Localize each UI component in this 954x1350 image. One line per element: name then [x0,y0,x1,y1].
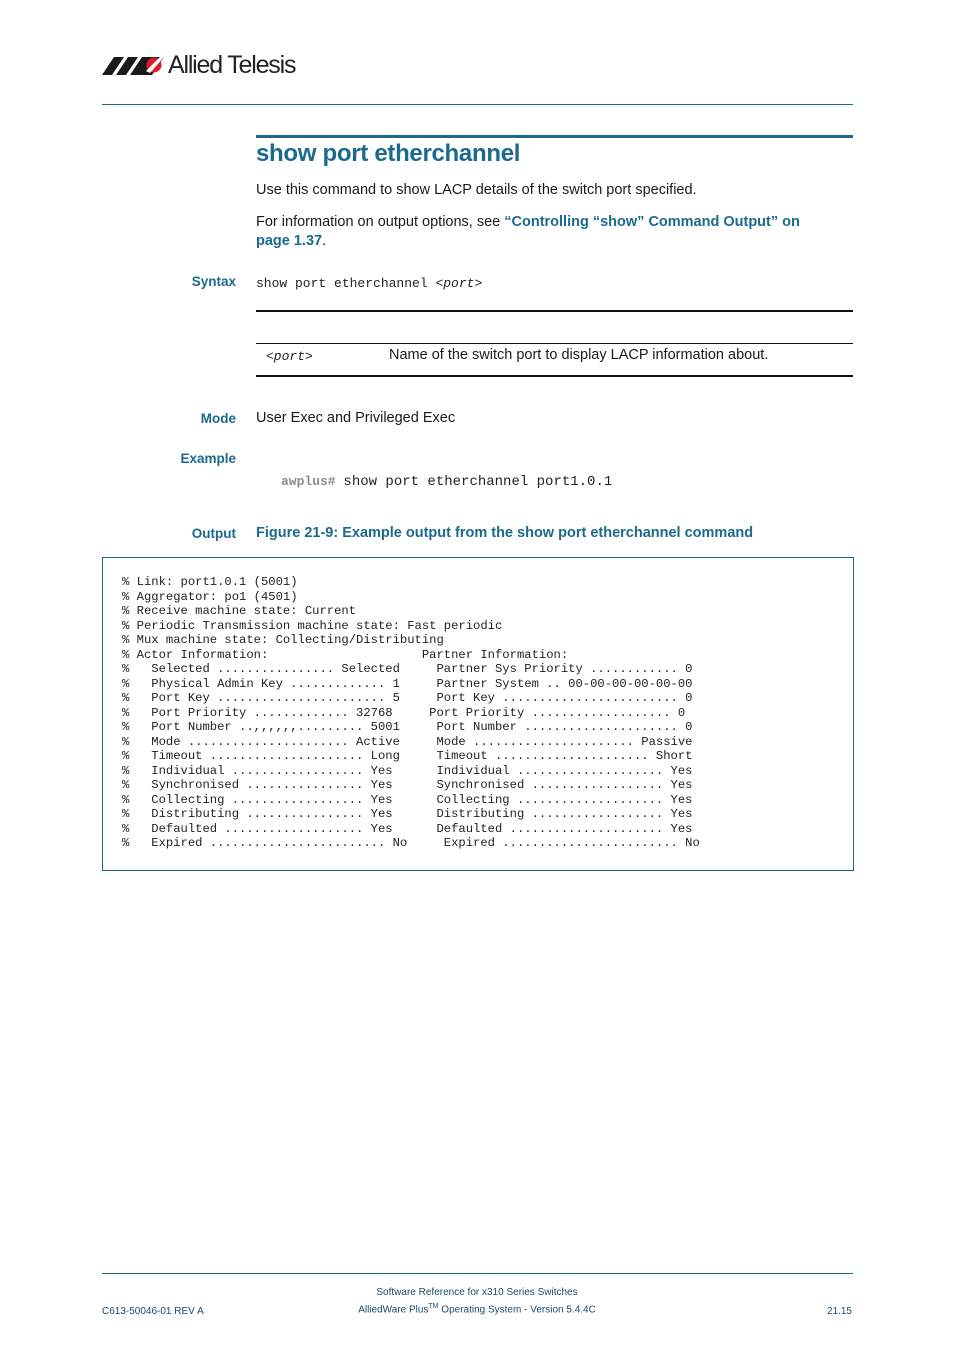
cli-prompt: awplus# [281,474,336,489]
footer-title-line1: Software Reference for x310 Series Switches [376,1287,578,1298]
footer-page-number: 21.15 [826,1306,852,1317]
param-name: <port> [266,349,313,364]
footer-title-line2: AlliedWare Plus™ Operating System - Version 5.4.4C [358,1303,596,1316]
allied-telesis-logo-icon [102,54,164,76]
controlling-show-output-link[interactable]: “Controlling “show” Command Output” on page 1.37 [256,214,800,249]
title-rule [256,135,853,138]
param-table-bottom-rule [256,375,853,377]
param-description: Name of the switch port to display LACP information about. [389,347,769,363]
cli-command: show port etherchannel port1.0.1 [343,474,613,490]
footer-rule [102,1273,853,1274]
example-command-line [281,474,612,490]
param-table-header-rule [256,343,853,344]
footer-doc-id: C613-50046-01 REV A [102,1306,204,1317]
figure-caption: Figure 21-9: Example output from the show port etherchannel command [256,525,754,541]
info-paragraph [256,213,853,251]
allied-telesis-logo [102,50,295,80]
mode-text: User Exec and Privileged Exec [256,410,456,426]
intro-paragraph: Use this command to show LACP details of the switch port specified. [256,182,697,198]
info-suffix: . [322,233,327,249]
output-text: % Link: port1.0.1 (5001) % Aggregator: po1 (4501) % Receive machine state: Current % Periodic Transmission machine state: Fast periodic % Mux machine state: Collecting/Distributing % Actor Information: Partner Information: % Selected ................ Selected Partner Sys Priority ............ 0 % Physical Admin Key ............. 1 Partner System .. 00-00-00-00-00-00 % Port Key ....................... 5 Port Key ........................ 0 % Port Priority ............. 32768 Port Priority ................... 0 % Port Number ..,,,,,,......... 5001 Port Number ..................... 0 % Mode ...................... Active Mode ...................... Passive % Timeout ..................... Long Timeout ..................... Short % Individual .................. Yes Individual .................... Yes % Synchronised ................ Yes Synchronised .................. Yes % Collecting .................. Yes Collecting .................... Yes % Distributing ................ Yes Distributing .................. Yes % Defaulted ................... Yes Defaulted ..................... Yes % Expired ........................ No Expired ........................ No [122,575,700,850]
brand-name: Allied Telesis [168,51,296,79]
syntax-command: show port etherchannel <port> [256,276,483,291]
output-box [102,557,854,871]
output-label: Output [191,526,236,541]
page-title: show port etherchannel [256,140,521,167]
header-rule [102,104,853,105]
syntax-label: Syntax [191,274,236,289]
mode-label: Mode [200,411,236,426]
param-table-top-rule [256,310,853,312]
example-label: Example [180,451,236,466]
info-prefix: For information on output options, see [256,214,505,230]
